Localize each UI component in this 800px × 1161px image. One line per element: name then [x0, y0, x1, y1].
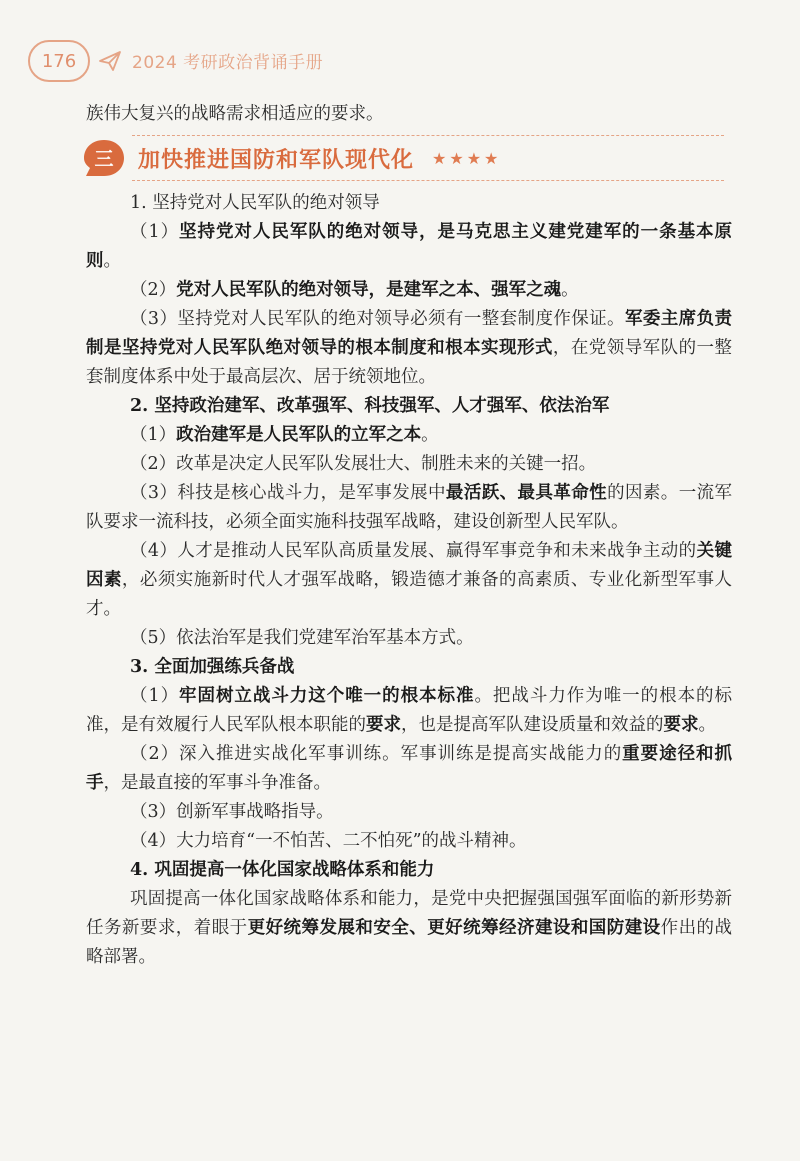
text-run: （3）坚持党对人民军队的绝对领导必须有一整套制度作保证。 — [130, 309, 625, 329]
text-run: （1） — [130, 222, 180, 242]
section-title: 加快推进国防和军队现代化 — [138, 147, 415, 173]
bold-text-run: 重要途径和抓手 — [86, 744, 732, 793]
paragraph-continuation — [86, 100, 732, 129]
text-run: 。 — [421, 425, 439, 445]
book-title: 2024 考研政治背诵手册 — [132, 53, 324, 73]
bold-text-run: 关键因素 — [86, 541, 732, 590]
bold-text-run: 要求 — [366, 715, 401, 735]
text-run: 。 — [103, 251, 121, 271]
bold-text-run: 要求 — [663, 715, 699, 735]
text-run: （2）深入推进实战化军事训练。军事训练是提高实战能力的 — [130, 744, 623, 764]
text-run: （1） — [130, 686, 180, 706]
page-number: 176 — [28, 40, 90, 82]
paragraph — [86, 537, 732, 624]
text-run: 族伟大复兴的战略需求相适应的要求。 — [86, 104, 384, 124]
bold-text-run: 更好统筹发展和安全、更好统筹经济建设和国防建设 — [247, 918, 661, 938]
section-heading — [82, 135, 732, 181]
text-run: （4）大力培育“一不怕苦、二不怕死”的战斗精神。 — [130, 831, 527, 851]
bold-text-run: 2. 坚持政治建军、改革强军、科技强军、人才强军、依法治军 — [130, 396, 610, 416]
text-run: 的因素。一流军队要求一流科技，必须全面实施科技强军战略，建设创新型人民军队。 — [86, 483, 733, 532]
text-run: （2） — [130, 280, 177, 300]
bold-text-run: 牢固树立战斗力这个唯一的根本标准 — [179, 686, 475, 706]
paragraph — [86, 218, 732, 276]
paragraph — [86, 682, 732, 740]
text-run: （3）创新军事战略指导。 — [130, 802, 334, 822]
text-run: （4）人才是推动人民军队高质量发展、赢得军事竞争和未来战争主动的 — [130, 541, 697, 561]
bold-text-run: 最活跃、最具革命性 — [445, 483, 608, 503]
paper-plane-icon — [98, 50, 122, 72]
text-run: ，必须实施新时代人才强军战略，锻造德才兼备的高素质、专业化新型军事人才。 — [86, 570, 733, 619]
text-run: 1. 坚持党对人民军队的绝对领导 — [130, 193, 380, 213]
importance-stars: ★★★★ — [432, 148, 502, 168]
text-run: （1） — [130, 425, 177, 445]
bold-text-run: 4. 巩固提高一体化国家战略体系和能力 — [130, 860, 435, 880]
paragraph — [86, 276, 732, 305]
page-header — [28, 40, 772, 82]
text-run: ，是最直接的军事斗争准备。 — [103, 773, 331, 793]
subheading-4 — [86, 856, 732, 885]
text-run: 作出的战略部署。 — [86, 918, 733, 967]
bold-text-run: 党对人民军队的绝对领导，是建军之本、强军之魂 — [176, 280, 562, 300]
text-run: 。 — [698, 715, 716, 735]
section-badge — [82, 138, 126, 178]
bold-text-run: 政治建军是人民军队的立军之本 — [176, 425, 422, 445]
page-content — [86, 100, 732, 972]
paragraph — [86, 624, 732, 653]
text-run: 。 — [561, 280, 579, 300]
paragraph — [86, 305, 732, 392]
paragraph — [86, 479, 732, 537]
paragraph — [86, 827, 732, 856]
text-run: （3）科技是核心战斗力，是军事发展中 — [130, 483, 446, 503]
section-top-divider — [132, 135, 724, 136]
paragraph — [86, 421, 732, 450]
text-run: ，也是提高军队建设质量和效益的 — [401, 715, 664, 735]
bold-text-run: 3. 全面加强练兵备战 — [130, 657, 295, 677]
paragraph — [86, 798, 732, 827]
text-run: （2）改革是决定人民军队发展壮大、制胜未来的关键一招。 — [130, 454, 597, 474]
paragraph — [86, 885, 732, 972]
subheading-1 — [86, 189, 732, 218]
paragraph — [86, 740, 732, 798]
subheading-2 — [86, 392, 732, 421]
text-run: 巩固提高一体化国家战略体系和能力，是党中央把握强国强军面临的新形势新任务新要求，着眼于 — [86, 889, 732, 938]
text-run: 。把战斗力作为唯一的根本的标准，是有效履行人民军队根本职能的 — [86, 686, 733, 735]
bold-text-run: 坚持党对人民军队的绝对领导，是马克思主义建党建军的一条基本原则 — [86, 222, 732, 271]
paragraph — [86, 450, 732, 479]
text-run: ，在党领导军队的一整套制度体系中处于最高层次、居于统领地位。 — [86, 338, 733, 387]
bold-text-run: 军委主席负责制是坚持党对人民军队绝对领导的根本制度和根本实现形式 — [86, 309, 732, 358]
section-bottom-divider — [132, 180, 724, 181]
section-badge-text: 三 — [94, 148, 114, 170]
subheading-3 — [86, 653, 732, 682]
text-run: （5）依法治军是我们党建军治军基本方式。 — [130, 628, 474, 648]
